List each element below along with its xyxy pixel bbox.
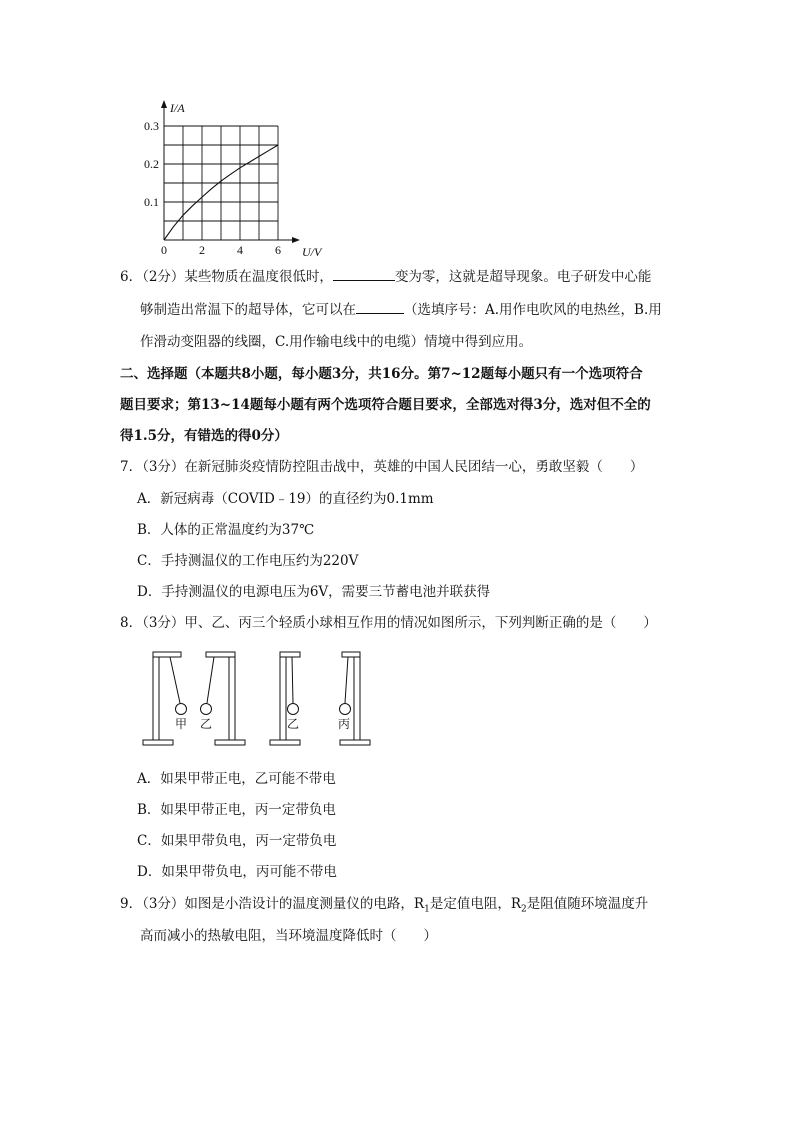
- y-axis-arrow: [161, 100, 167, 108]
- q6-line-2: 够制造出常温下的超导体，它可以在 （选填序号：A.用作电吹风的电热丝，B.用: [140, 302, 662, 318]
- stand-3: [270, 652, 300, 745]
- q6-blank-1[interactable]: [333, 268, 395, 281]
- q7-option-b[interactable]: B．人体的正常温度约为37℃: [137, 522, 315, 538]
- ball-label-3: 乙: [287, 717, 300, 731]
- y-axis-label: I/A: [170, 101, 185, 115]
- q8-option-b[interactable]: B．如果甲带正电，丙一定带负电: [137, 802, 336, 818]
- chart-axes: [161, 100, 300, 243]
- q7-option-d[interactable]: D．手持测温仪的电源电压为6V，需要三节蓄电池并联获得: [137, 584, 491, 600]
- iu-chart: [130, 98, 340, 262]
- q9-line-1: 9．（3分）如图是小浩设计的温度测量仪的电路，$R_1$是定值电阻，$R_2$是阻值随环境温度升: [120, 896, 649, 915]
- string-1: [170, 657, 180, 703]
- x-tick-label: 4: [237, 243, 243, 257]
- stand-2: [206, 652, 245, 745]
- ball-yi-1: [201, 704, 212, 715]
- x-axis-arrow: [292, 237, 300, 243]
- ball-bing: [340, 704, 351, 715]
- x-tick-label: 6: [275, 243, 281, 257]
- q8-option-c[interactable]: C．如果甲带负电，丙一定带负电: [137, 833, 337, 849]
- y-tick-label: 0.1: [144, 195, 159, 209]
- pith-ball-diagram: [140, 648, 380, 752]
- q9-line-2: 高而减小的热敏电阻，当环境温度降低时（ ）: [140, 928, 437, 944]
- x-axis-label: U/V: [302, 245, 322, 259]
- x-tick-label: 2: [199, 243, 205, 257]
- chart-grid: [164, 126, 278, 240]
- stand-4: [340, 652, 370, 745]
- y-tick-label: 0.3: [144, 119, 159, 133]
- string-4: [345, 657, 348, 703]
- ball-yi-2: [288, 704, 299, 715]
- q8-option-d[interactable]: D．如果甲带负电，丙可能不带电: [137, 864, 337, 880]
- ball-label-4: 丙: [338, 717, 351, 731]
- ball-jia: [176, 704, 187, 715]
- section2-line-2: 题目要求；第13~14题每小题有两个选项符合题目要求，全部选对得3分，选对但不全的: [120, 397, 651, 413]
- q7-option-c[interactable]: C．手持测温仪的工作电压约为220V: [137, 553, 359, 569]
- q7-stem: 7．（3分）在新冠肺炎疫情防控阻击战中，英雄的中国人民团结一心，勇敢坚毅（ ）: [120, 459, 644, 475]
- q6-blank-2[interactable]: [356, 301, 404, 314]
- string-2: [207, 657, 214, 703]
- ball-label-2: 乙: [200, 717, 213, 731]
- y-tick-label: 0.2: [144, 157, 159, 171]
- ball-label-1: 甲: [175, 717, 188, 731]
- stand-1: [143, 652, 181, 745]
- q6-line-1: 6．（2分）某些物质在温度很低时， 变为零，这就是超导现象。电子研发中心能: [120, 269, 652, 285]
- section2-line-1: 二、选择题（本题共8小题，每小题3分，共16分。第7~12题每小题只有一个选项符合: [120, 366, 643, 382]
- x-tick-label: 0: [161, 243, 167, 257]
- q8-option-a[interactable]: A．如果甲带正电，乙可能不带电: [137, 771, 336, 787]
- string-3: [292, 657, 293, 703]
- q6-line-3: 作滑动变阻器的线圈，C.用作输电线中的电缆）情境中得到应用。: [140, 334, 533, 350]
- section2-line-3: 得1.5分，有错选的得0分）: [120, 428, 288, 444]
- q7-option-a[interactable]: A．新冠病毒（COVID﹣19）的直径约为0.1mm: [137, 491, 434, 507]
- q8-stem: 8．（3分）甲、乙、丙三个轻质小球相互作用的情况如图所示，下列判断正确的是（ ）: [120, 615, 657, 631]
